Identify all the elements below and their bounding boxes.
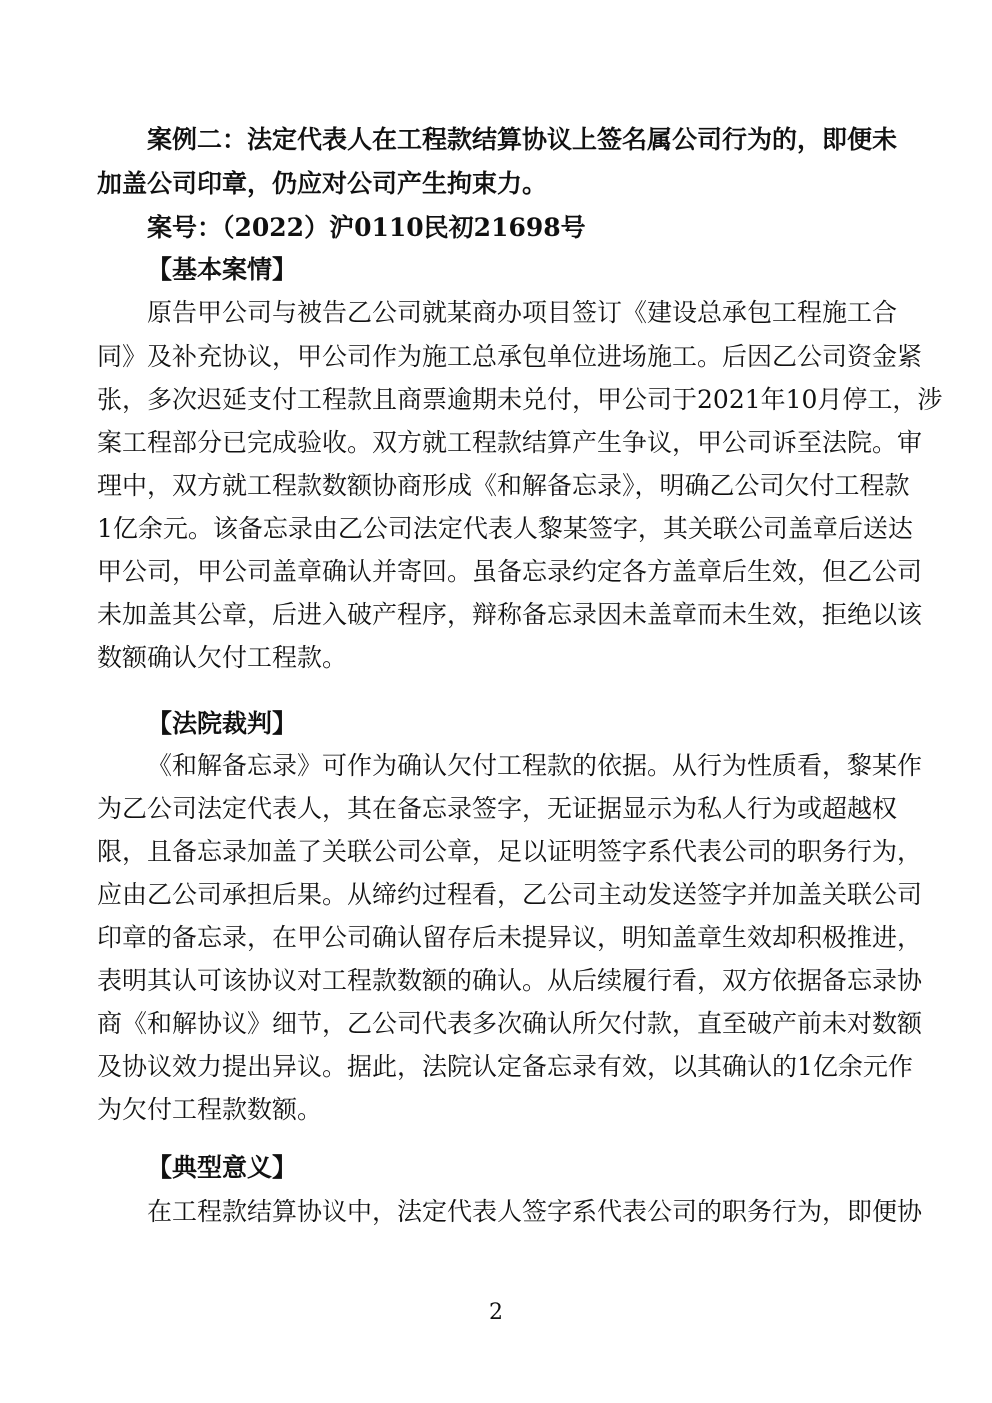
paragraph-line: 张，多次迟延支付工程款且商票逾期未兑付，甲公司于2021年10月停工，涉 bbox=[97, 385, 943, 414]
paragraph-line: 《和解备忘录》可作为确认欠付工程款的依据。从行为性质看，黎某作 bbox=[147, 751, 923, 780]
paragraph-line: 案工程部分已完成验收。双方就工程款结算产生争议，甲公司诉至法院。审 bbox=[97, 428, 923, 457]
case-number: 案号：（2022）沪0110民初21698号 bbox=[147, 213, 586, 242]
paragraph-line: 在工程款结算协议中，法定代表人签字系代表公司的职务行为，即便协 bbox=[147, 1197, 923, 1226]
paragraph-line: 同》及补充协议，甲公司作为施工总承包单位进场施工。后因乙公司资金紧 bbox=[97, 342, 923, 371]
section-heading-significance: 【典型意义】 bbox=[147, 1153, 298, 1182]
paragraph-line: 及协议效力提出异议。据此，法院认定备忘录有效，以其确认的1亿余元作 bbox=[97, 1052, 913, 1081]
paragraph-line: 1亿余元。该备忘录由乙公司法定代表人黎某签字，其关联公司盖章后送达 bbox=[97, 514, 913, 543]
page-number: 2 bbox=[489, 1300, 503, 1325]
case-title: 案例二：法定代表人在工程款结算协议上签名属公司行为的，即便未 bbox=[147, 125, 898, 154]
section-heading-basic-facts: 【基本案情】 bbox=[147, 255, 298, 284]
paragraph-line: 数额确认欠付工程款。 bbox=[97, 643, 348, 672]
paragraph-line: 应由乙公司承担后果。从缔约过程看，乙公司主动发送签字并加盖关联公司 bbox=[97, 880, 923, 909]
paragraph-line: 限，且备忘录加盖了关联公司公章，足以证明签字系代表公司的职务行为， bbox=[97, 837, 923, 866]
paragraph-line: 表明其认可该协议对工程款数额的确认。从后续履行看，双方依据备忘录协 bbox=[97, 966, 923, 995]
paragraph-line: 理中，双方就工程款数额协商形成《和解备忘录》，明确乙公司欠付工程款 bbox=[97, 471, 910, 500]
paragraph-line: 为乙公司法定代表人，其在备忘录签字，无证据显示为私人行为或超越权 bbox=[97, 794, 898, 823]
paragraph-line: 商《和解协议》细节，乙公司代表多次确认所欠付款，直至破产前未对数额 bbox=[97, 1009, 923, 1038]
paragraph-line: 印章的备忘录，在甲公司确认留存后未提异议，明知盖章生效却积极推进， bbox=[97, 923, 923, 952]
paragraph-line: 未加盖其公章，后进入破产程序，辩称备忘录因未盖章而未生效，拒绝以该 bbox=[97, 600, 923, 629]
section-heading-court-ruling: 【法院裁判】 bbox=[147, 709, 298, 738]
paragraph-line: 甲公司，甲公司盖章确认并寄回。虽备忘录约定各方盖章后生效，但乙公司 bbox=[97, 557, 923, 586]
paragraph-line: 为欠付工程款数额。 bbox=[97, 1095, 323, 1124]
paragraph-line: 原告甲公司与被告乙公司就某商办项目签订《建设总承包工程施工合 bbox=[147, 298, 898, 327]
case-title-cont: 加盖公司印章，仍应对公司产生拘束力。 bbox=[97, 169, 548, 198]
